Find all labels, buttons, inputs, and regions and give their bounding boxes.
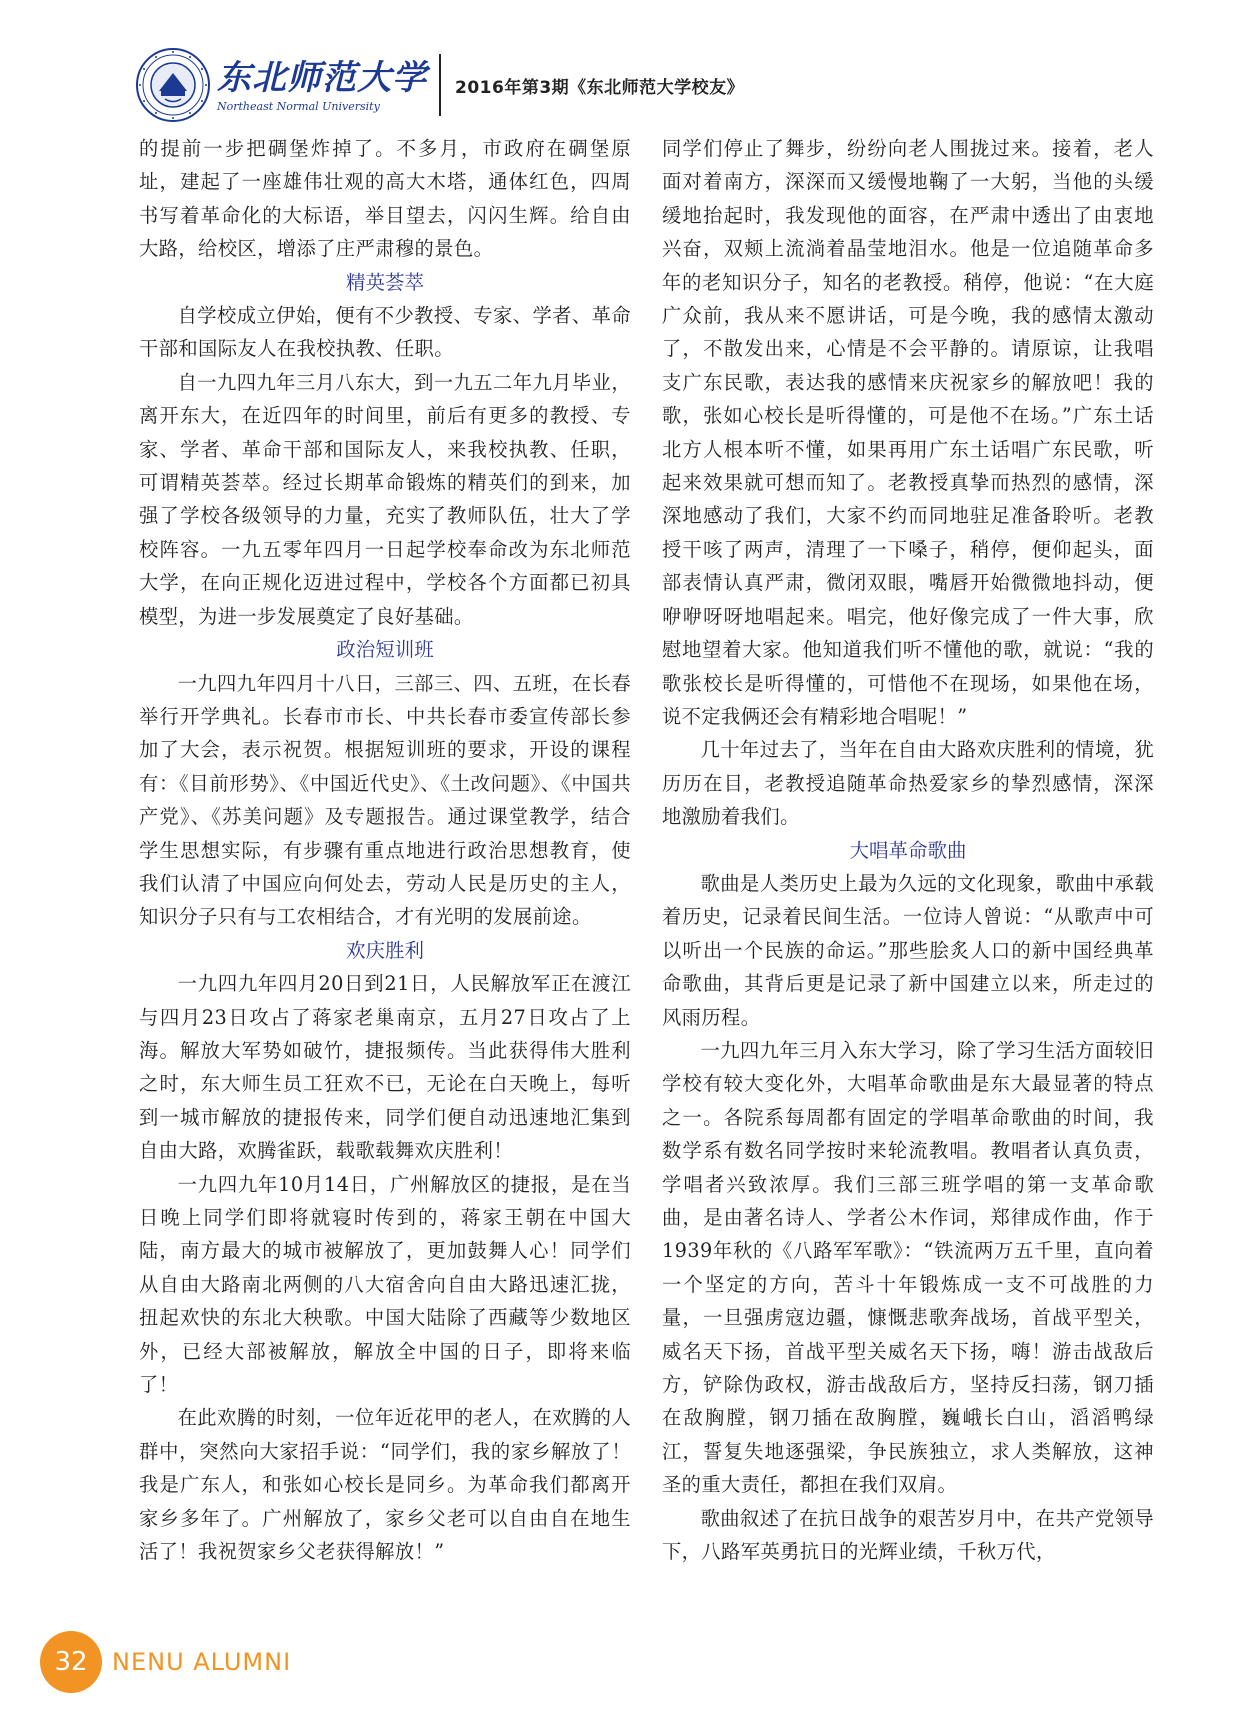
section-heading: 欢庆胜利 xyxy=(345,938,424,962)
right-column xyxy=(662,132,1154,1568)
header-divider xyxy=(439,54,441,116)
magazine-name: NENU ALUMNI xyxy=(112,1648,292,1676)
paragraph: 歌曲是人类历史上最为久远的文化现象，歌曲中承载着历史，记录着民间生活。一位诗人曾说：“从歌声中可以听出一个民族的命运。”那些脍炙人口的新中国经典革命歌曲，其背后更是记录了新中国建立以来，所走过的风雨历程。 xyxy=(662,871,1154,1029)
paragraph: 在此欢腾的时刻，一位年近花甲的老人，在欢腾的人群中，突然向大家招手说：“同学们，我的家乡解放了！我是广东人，和张如心校长是同乡。为革命我们都离开家乡多年了。广州解放了，家乡父老可以自由自在地生活了！我祝贺家乡父老获得解放！” xyxy=(139,1406,631,1564)
page-number-badge: 32 xyxy=(40,1631,102,1693)
logo-chinese-name: 东北师范大学 xyxy=(217,57,427,98)
paragraph: 自学校成立伊始，便有不少教授、专家、学者、革命干部和国际友人在我校执教、任职。 xyxy=(139,304,631,361)
university-seal-icon xyxy=(135,47,211,123)
paragraph: 一九四九年四月十八日，三部三、四、五班，在长春举行开学典礼。长春市市长、中共长春市委宣传部长参加了大会，表示祝贺。根据短训班的要求，开设的课程有：《目前形势》、《中国近代史》、《土改问题》、《中国共产党》、《苏美问题》及专题报告。通过课堂教学，结合学生思想实际，有步骤有重点地进行政治思想教育，使我们认清了中国应向何处去，劳动人民是历史的主人，知识分子只有与工农相结合，才有光明的发展前途。 xyxy=(139,671,631,929)
page-footer xyxy=(40,1631,291,1693)
paragraph: 同学们停止了舞步，纷纷向老人围拢过来。接着，老人面对着南方，深深而又缓慢地鞠了一大躬，当他的头缓缓地抬起时，我发现他的面容，在严肃中透出了由衷地兴奋，双颊上流淌着晶莹地泪水。他是一位追随革命多年的老知识分子，知名的老教授。稍停，他说：“在大庭广众前，我从来不愿讲话，可是今晚，我的感情太激动了，不散发出来，心情是不会平静的。请原谅，让我唱支广东民歌，表达我的感情来庆祝家乡的解放吧！我的歌，张如心校长是听得懂的，可是他不在场。”广东土话北方人根本听不懂，如果再用广东土话唱广东民歌，听起来效果就可想而知了。老教授真挚而热烈的感情，深深地感动了我们，大家不约而同地驻足准备聆听。老教授干咳了两声，清理了一下嗓子，稍停，便仰起头，面部表情认真严肃，微闭双眼，嘴唇开始微微地抖动，便咿咿呀呀地唱起来。唱完，他好像完成了一件大事，欣慰地望着大家。他知道我们听不懂他的歌，就说：“我的歌张校长是听得懂的，可惜他不在现场，如果他在场，说不定我俩还会有精彩地合唱呢！” xyxy=(662,137,1154,728)
section-heading: 政治短训班 xyxy=(336,638,434,662)
logo-english-name: Northeast Normal University xyxy=(217,99,380,113)
paragraph: 一九四九年10月14日，广州解放区的捷报，是在当日晚上同学们即将就寝时传到的，蒋家王朝在中国大陆，南方最大的城市被解放了，更加鼓舞人心！同学们从自由大路南北两侧的八大宿舍向自由大路迅速汇拢，扭起欢快的东北大秧歌。中国大陆除了西藏等少数地区外，已经大部被解放，解放全中国的日子，即将来临了！ xyxy=(139,1172,631,1397)
paragraph: 自一九四九年三月八东大，到一九五二年九月毕业，离开东大，在近四年的时间里，前后有更多的教授、专家、学者、革命干部和国际友人，来我校执教、任职，可谓精英荟萃。经过长期革命锻炼的精英们的到来，加强了学校各级领导的力量，充实了教师队伍，壮大了学校阵容。一九五零年四月一日起学校奉命改为东北师范大学，在向正规化迈进过程中，学校各个方面都已初具模型，为进一步发展奠定了良好基础。 xyxy=(139,370,631,628)
left-column xyxy=(139,132,631,1568)
section-heading: 精英荟萃 xyxy=(345,270,424,294)
paragraph: 一九四九年四月20日到21日，人民解放军正在渡江与四月23日攻占了蒋家老巢南京，五月27日攻占了上海。解放大军势如破竹，捷报频传。当此获得伟大胜利之时，东大师生员工狂欢不已，无论在白天晚上，每听到一城市解放的捷报传来，同学们便自动迅速地汇集到自由大路，欢腾雀跃，载歌载舞欢庆胜利！ xyxy=(139,972,631,1163)
paragraph: 歌曲叙述了在抗日战争的艰苦岁月中，在共产党领导下，八路军英勇抗日的光辉业绩，千秋万代， xyxy=(662,1506,1154,1564)
paragraph: 一九四九年三月入东大学习，除了学习生活方面较旧学校有较大变化外，大唱革命歌曲是东大最显著的特点之一。各院系每周都有固定的学唱革命歌曲的时间，我数学系有数名同学按时来轮流教唱。教唱者认真负责，学唱者兴致浓厚。我们三部三班学唱的第一支革命歌曲，是由著名诗人、学者公木作词，郑律成作曲，作于1939年秋的《八路军军歌》：“铁流两万五千里，直向着一个坚定的方向，苦斗十年锻炼成一支不可战胜的力量，一旦强虏寇边疆，慷慨悲歌奔战场，首战平型关，威名天下扬，首战平型关威名天下扬，嗨！游击战敌后方，铲除伪政权，游击战敌后方，坚持反扫荡，钢刀插在敌胸膛，钢刀插在敌胸膛，巍峨长白山，滔滔鸭绿江，誓复失地逐强梁，争民族独立，求人类解放，这神圣的重大责任，都担在我们双肩。 xyxy=(662,1038,1154,1497)
paragraph: 的提前一步把碉堡炸掉了。不多月，市政府在碉堡原址，建起了一座雄伟壮观的高大木塔，通体红色，四周书写着革命化的大标语，举目望去，闪闪生辉。给自由大路，给校区，增添了庄严肃穆的景色。 xyxy=(139,137,631,261)
page-header xyxy=(135,50,744,120)
university-logo xyxy=(217,50,427,120)
issue-title: 2016年第3期《东北师范大学校友》 xyxy=(455,77,745,98)
paragraph: 几十年过去了，当年在自由大路欢庆胜利的情境，犹历历在目，老教授追随革命热爱家乡的挚烈感情，深深地激励着我们。 xyxy=(662,738,1154,829)
section-heading: 大唱革命歌曲 xyxy=(849,838,967,862)
